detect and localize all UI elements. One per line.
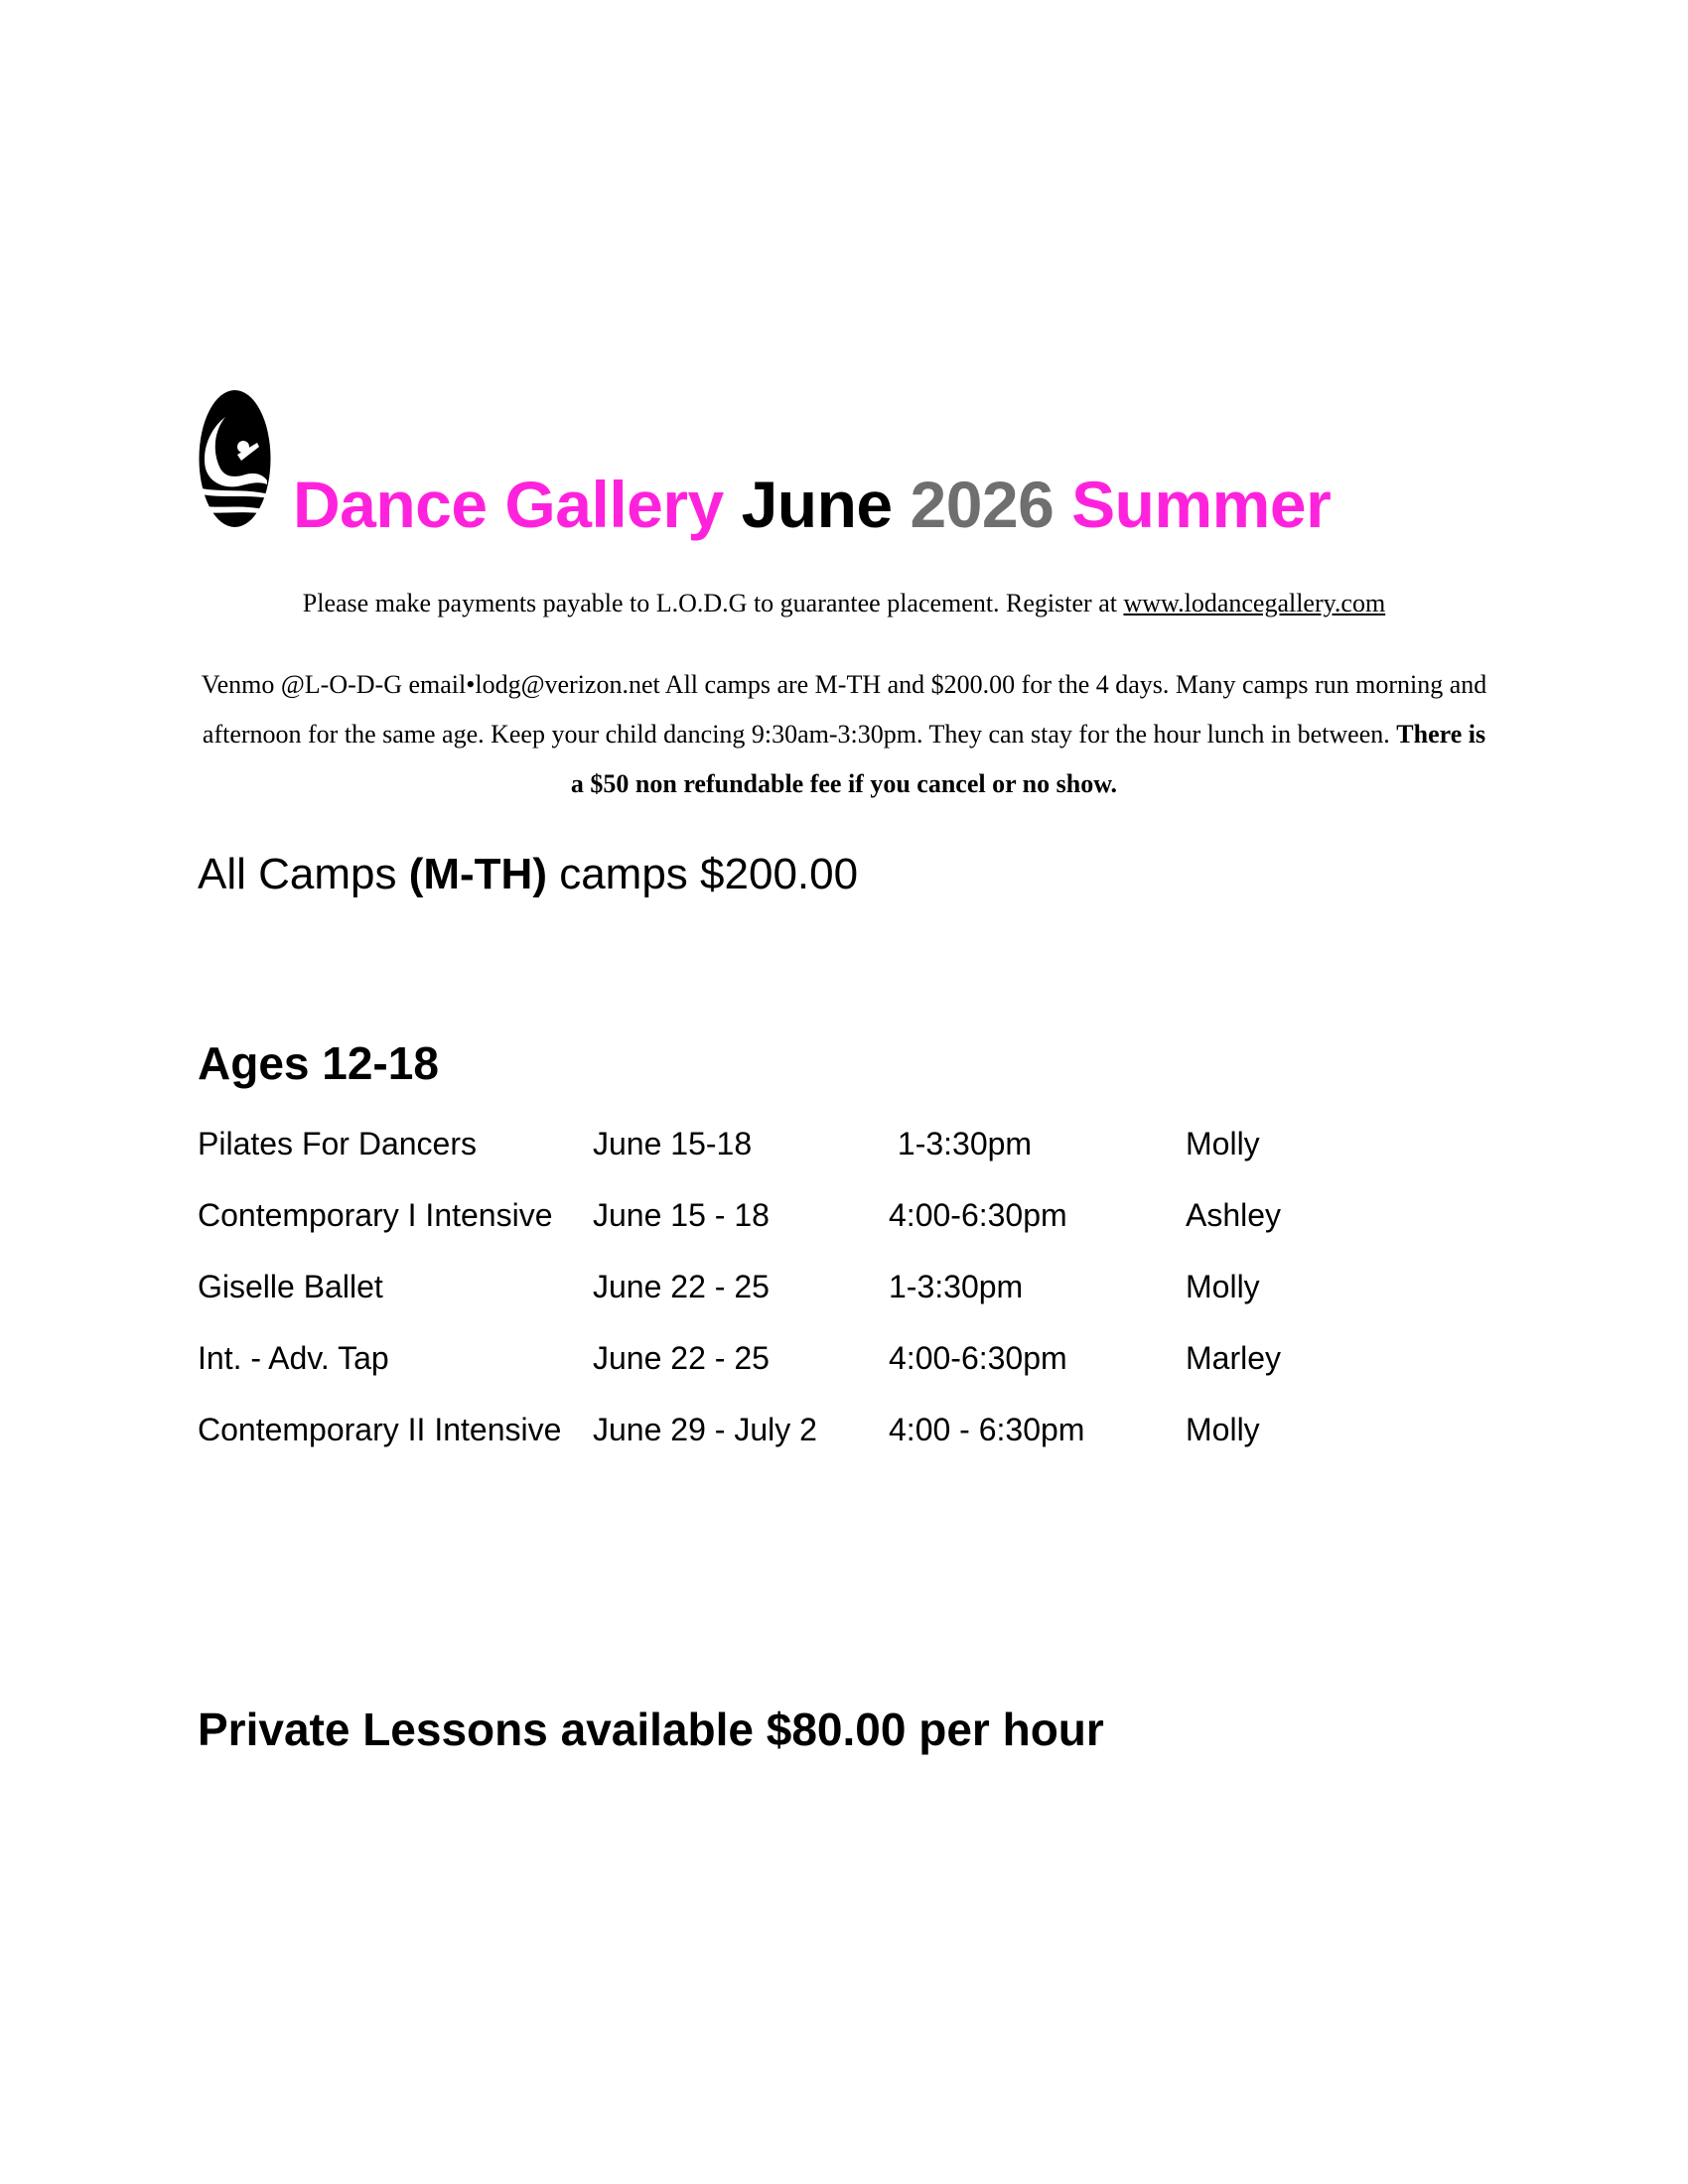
camp-dates: June 22 - 25 [593, 1340, 770, 1376]
camp-teacher: Molly [1186, 1412, 1260, 1447]
private-lessons-heading: Private Lessons available $80.00 per hour [198, 1704, 1104, 1755]
all-camps-price [198, 845, 858, 904]
all-camps-prefix: All Camps [198, 850, 409, 898]
schedule-row [198, 1265, 1439, 1336]
title-season: Summer [1071, 468, 1332, 541]
camp-info-paragraph [199, 660, 1489, 809]
camp-time: 4:00 - 6:30pm [889, 1412, 1085, 1447]
camp-name: Giselle Ballet [198, 1269, 383, 1304]
title-year: 2026 [910, 468, 1055, 541]
camp-dates: June 22 - 25 [593, 1269, 770, 1304]
all-camps-suffix: camps $200.00 [546, 850, 859, 898]
register-link[interactable]: www.lodancegallery.com [1123, 589, 1386, 617]
camp-name: Pilates For Dancers [198, 1126, 477, 1161]
camp-info-text: Venmo @L-O-D-G email•lodg@verizon.net All camps are M-TH and $200.00 for the 4 days. Many camps run morning and afternoon for the same age. Keep your child dancing 9:30am-3:30pm. They can stay for the hour lunch in between. [201, 670, 1487, 749]
camp-teacher: Marley [1186, 1340, 1282, 1376]
camp-dates: June 29 - July 2 [593, 1412, 817, 1447]
title-studio-name: Dance Gallery [293, 468, 724, 541]
all-camps-days: (M-TH) [408, 850, 547, 898]
schedule-row [198, 1408, 1439, 1479]
age-group-heading: Ages 12-18 [198, 1037, 439, 1089]
camp-dates: June 15-18 [593, 1126, 753, 1161]
schedule-row [198, 1336, 1439, 1408]
payment-text: Please make payments payable to L.O.D.G to guarantee placement. Register at [302, 589, 1124, 617]
camp-schedule [198, 1122, 1439, 1479]
camp-teacher: Molly [1186, 1269, 1260, 1304]
camp-name: Int. - Adv. Tap [198, 1340, 389, 1376]
cancellation-notice: There is a $50 non refundable fee if you cancel or no show. [570, 720, 1486, 798]
camp-time: 1-3:30pm [889, 1126, 1033, 1161]
camp-name: Contemporary I Intensive [198, 1197, 553, 1233]
dancer-logo-icon [198, 389, 272, 528]
camp-time: 1-3:30pm [889, 1269, 1024, 1304]
schedule-row [198, 1193, 1439, 1265]
camp-name: Contemporary II Intensive [198, 1412, 562, 1447]
camp-teacher: Ashley [1186, 1197, 1282, 1233]
camp-time: 4:00-6:30pm [889, 1340, 1067, 1376]
camp-teacher: Molly [1186, 1126, 1260, 1161]
camp-time: 4:00-6:30pm [889, 1197, 1067, 1233]
camp-dates: June 15 - 18 [593, 1197, 770, 1233]
page-title [293, 465, 1331, 544]
schedule-row [198, 1122, 1439, 1193]
title-month: June [741, 468, 893, 541]
payment-instructions [0, 579, 1688, 628]
